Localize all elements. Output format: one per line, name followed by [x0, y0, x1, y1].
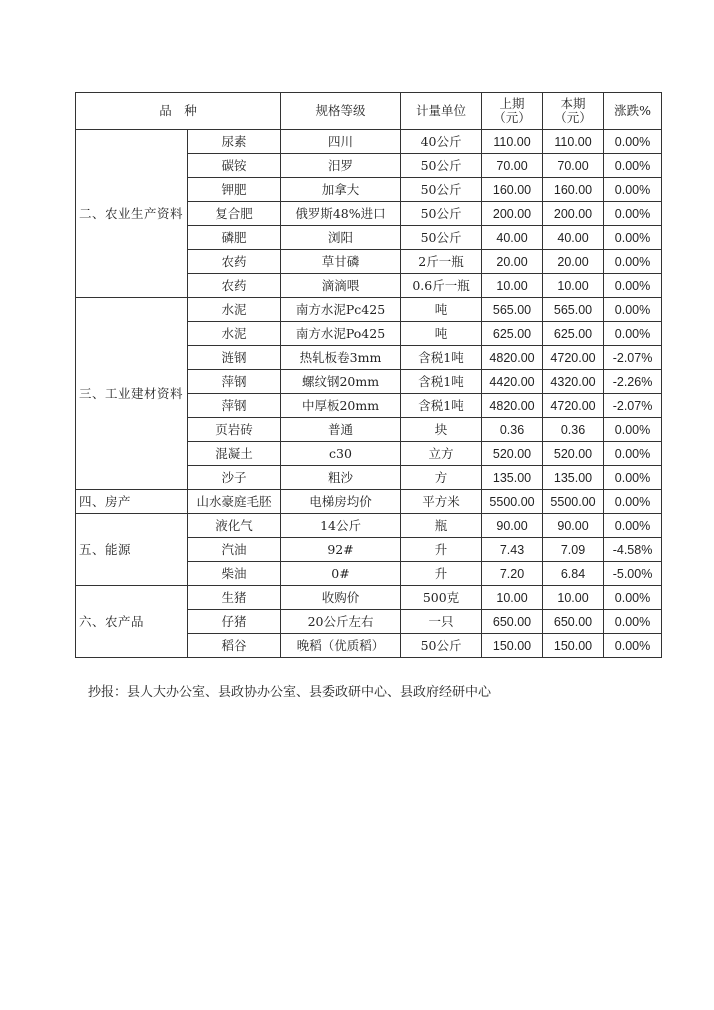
unit-cell: 50公斤 [401, 154, 482, 178]
unit-cell: 0.6斤一瓶 [401, 274, 482, 298]
current-price-cell: 4720.00 [543, 394, 604, 418]
item-cell: 山水豪庭毛胚 [188, 490, 281, 514]
table-row [76, 586, 662, 610]
current-price-cell: 150.00 [543, 634, 604, 658]
item-cell: 水泥 [188, 322, 281, 346]
change-percent-cell: 0.00% [604, 442, 662, 466]
current-price-cell: 10.00 [543, 586, 604, 610]
spec-cell: 俄罗斯48%进口 [281, 202, 401, 226]
header-previous-period [482, 93, 543, 130]
item-cell: 萍钢 [188, 394, 281, 418]
item-cell: 生猪 [188, 586, 281, 610]
previous-price-cell: 650.00 [482, 610, 543, 634]
previous-price-cell: 70.00 [482, 154, 543, 178]
previous-price-cell: 520.00 [482, 442, 543, 466]
previous-price-cell: 200.00 [482, 202, 543, 226]
unit-cell: 含税1吨 [401, 370, 482, 394]
unit-cell: 50公斤 [401, 178, 482, 202]
unit-cell: 吨 [401, 322, 482, 346]
current-price-cell: 625.00 [543, 322, 604, 346]
current-price-cell: 6.84 [543, 562, 604, 586]
change-percent-cell: -5.00% [604, 562, 662, 586]
previous-price-cell: 7.20 [482, 562, 543, 586]
spec-cell: 四川 [281, 130, 401, 154]
unit-cell: 平方米 [401, 490, 482, 514]
table-row [76, 490, 662, 514]
category-cell: 六、农产品 [76, 586, 188, 658]
unit-cell: 一只 [401, 610, 482, 634]
unit-cell: 立方 [401, 442, 482, 466]
change-percent-cell: 0.00% [604, 514, 662, 538]
previous-price-cell: 4820.00 [482, 394, 543, 418]
category-cell: 二、农业生产资料 [76, 130, 188, 298]
category-cell: 四、房产 [76, 490, 188, 514]
unit-cell: 2斤一瓶 [401, 250, 482, 274]
item-cell: 农药 [188, 250, 281, 274]
spec-cell: 螺纹钢20mm [281, 370, 401, 394]
change-percent-cell: 0.00% [604, 634, 662, 658]
current-price-cell: 200.00 [543, 202, 604, 226]
previous-price-cell: 20.00 [482, 250, 543, 274]
previous-price-cell: 135.00 [482, 466, 543, 490]
change-percent-cell: 0.00% [604, 490, 662, 514]
spec-cell: 南方水泥Pc425 [281, 298, 401, 322]
category-cell: 三、工业建材资料 [76, 298, 188, 490]
item-cell: 萍钢 [188, 370, 281, 394]
current-price-cell: 10.00 [543, 274, 604, 298]
item-cell: 农药 [188, 274, 281, 298]
previous-price-cell: 5500.00 [482, 490, 543, 514]
spec-cell: 92# [281, 538, 401, 562]
unit-cell: 升 [401, 562, 482, 586]
previous-price-cell: 160.00 [482, 178, 543, 202]
table-row [76, 130, 662, 154]
item-cell: 沙子 [188, 466, 281, 490]
change-percent-cell: 0.00% [604, 586, 662, 610]
unit-cell: 方 [401, 466, 482, 490]
change-percent-cell: 0.00% [604, 178, 662, 202]
item-cell: 柴油 [188, 562, 281, 586]
table-body [76, 130, 662, 658]
previous-price-cell: 7.43 [482, 538, 543, 562]
current-price-cell: 650.00 [543, 610, 604, 634]
item-cell: 钾肥 [188, 178, 281, 202]
change-percent-cell: 0.00% [604, 154, 662, 178]
change-percent-cell: -2.26% [604, 370, 662, 394]
unit-cell: 500克 [401, 586, 482, 610]
distribution-footer: 抄报：县人大办公室、县政协办公室、县委政研中心、县政府经研中心 [88, 685, 492, 700]
item-cell: 磷肥 [188, 226, 281, 250]
spec-cell: 汨罗 [281, 154, 401, 178]
current-price-cell: 7.09 [543, 538, 604, 562]
item-cell: 汽油 [188, 538, 281, 562]
unit-cell: 升 [401, 538, 482, 562]
previous-price-cell: 565.00 [482, 298, 543, 322]
header-previous-label: 上期 [499, 96, 525, 111]
item-cell: 页岩砖 [188, 418, 281, 442]
spec-cell: 浏阳 [281, 226, 401, 250]
header-unit: 计量单位 [401, 93, 482, 130]
spec-cell: 粗沙 [281, 466, 401, 490]
change-percent-cell: 0.00% [604, 322, 662, 346]
header-variety: 品 种 [76, 93, 281, 130]
spec-cell: 14公斤 [281, 514, 401, 538]
current-price-cell: 520.00 [543, 442, 604, 466]
header-spec: 规格等级 [281, 93, 401, 130]
spec-cell: 中厚板20mm [281, 394, 401, 418]
previous-price-cell: 10.00 [482, 274, 543, 298]
change-percent-cell: 0.00% [604, 466, 662, 490]
unit-cell: 50公斤 [401, 202, 482, 226]
item-cell: 碳铵 [188, 154, 281, 178]
table-header-row [76, 93, 662, 130]
unit-cell: 吨 [401, 298, 482, 322]
spec-cell: 20公斤左右 [281, 610, 401, 634]
price-table [75, 92, 662, 658]
unit-cell: 瓶 [401, 514, 482, 538]
item-cell: 涟钢 [188, 346, 281, 370]
unit-cell: 块 [401, 418, 482, 442]
item-cell: 尿素 [188, 130, 281, 154]
spec-cell: 电梯房均价 [281, 490, 401, 514]
current-price-cell: 135.00 [543, 466, 604, 490]
spec-cell: c30 [281, 442, 401, 466]
change-percent-cell: -2.07% [604, 346, 662, 370]
item-cell: 混凝土 [188, 442, 281, 466]
spec-cell: 0# [281, 562, 401, 586]
current-price-cell: 110.00 [543, 130, 604, 154]
current-price-cell: 90.00 [543, 514, 604, 538]
item-cell: 复合肥 [188, 202, 281, 226]
item-cell: 水泥 [188, 298, 281, 322]
unit-cell: 含税1吨 [401, 394, 482, 418]
previous-price-cell: 4420.00 [482, 370, 543, 394]
current-price-cell: 20.00 [543, 250, 604, 274]
header-current-label: 本期 [560, 96, 586, 111]
spec-cell: 滴滴喂 [281, 274, 401, 298]
spec-cell: 普通 [281, 418, 401, 442]
item-cell: 稻谷 [188, 634, 281, 658]
previous-price-cell: 110.00 [482, 130, 543, 154]
unit-cell: 50公斤 [401, 634, 482, 658]
item-cell: 仔猪 [188, 610, 281, 634]
previous-price-cell: 10.00 [482, 586, 543, 610]
change-percent-cell: -4.58% [604, 538, 662, 562]
spec-cell: 南方水泥Po425 [281, 322, 401, 346]
change-percent-cell: 0.00% [604, 130, 662, 154]
current-price-cell: 70.00 [543, 154, 604, 178]
change-percent-cell: -2.07% [604, 394, 662, 418]
change-percent-cell: 0.00% [604, 610, 662, 634]
header-previous-currency: （元） [493, 110, 531, 125]
change-percent-cell: 0.00% [604, 298, 662, 322]
previous-price-cell: 4820.00 [482, 346, 543, 370]
previous-price-cell: 625.00 [482, 322, 543, 346]
current-price-cell: 40.00 [543, 226, 604, 250]
unit-cell: 含税1吨 [401, 346, 482, 370]
table-row [76, 298, 662, 322]
previous-price-cell: 40.00 [482, 226, 543, 250]
spec-cell: 收购价 [281, 586, 401, 610]
unit-cell: 40公斤 [401, 130, 482, 154]
item-cell: 液化气 [188, 514, 281, 538]
spec-cell: 加拿大 [281, 178, 401, 202]
spec-cell: 草甘磷 [281, 250, 401, 274]
header-current-period [543, 93, 604, 130]
spec-cell: 热轧板卷3mm [281, 346, 401, 370]
current-price-cell: 0.36 [543, 418, 604, 442]
change-percent-cell: 0.00% [604, 274, 662, 298]
change-percent-cell: 0.00% [604, 226, 662, 250]
previous-price-cell: 0.36 [482, 418, 543, 442]
category-cell: 五、能源 [76, 514, 188, 586]
change-percent-cell: 0.00% [604, 250, 662, 274]
current-price-cell: 565.00 [543, 298, 604, 322]
current-price-cell: 160.00 [543, 178, 604, 202]
header-change: 涨跌% [604, 93, 662, 130]
unit-cell: 50公斤 [401, 226, 482, 250]
previous-price-cell: 90.00 [482, 514, 543, 538]
table-row [76, 514, 662, 538]
current-price-cell: 4320.00 [543, 370, 604, 394]
header-current-currency: （元） [554, 110, 592, 125]
change-percent-cell: 0.00% [604, 418, 662, 442]
spec-cell: 晚稻（优质稻） [281, 634, 401, 658]
change-percent-cell: 0.00% [604, 202, 662, 226]
current-price-cell: 5500.00 [543, 490, 604, 514]
previous-price-cell: 150.00 [482, 634, 543, 658]
current-price-cell: 4720.00 [543, 346, 604, 370]
